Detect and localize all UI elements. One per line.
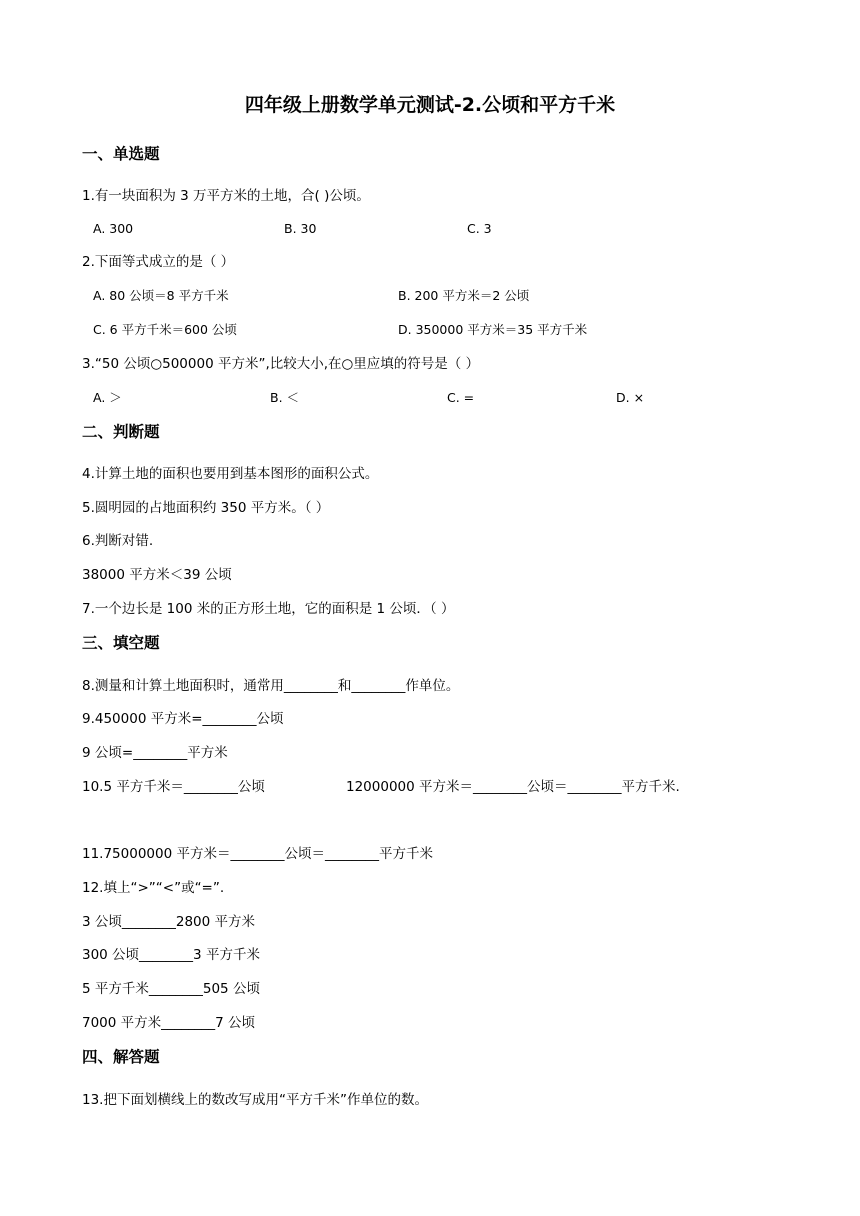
question-12-line-3: 5 平方千米________505 公顷	[82, 981, 260, 997]
question-2-option-a: A. 80 公顷＝8 平方千米	[93, 288, 229, 303]
question-10-part-1: 10.5 平方千米＝________公顷	[82, 779, 265, 795]
question-3-option-d: D. ×	[616, 390, 645, 405]
question-6-stem: 6.判断对错.	[82, 533, 154, 549]
question-8: 8.测量和计算土地面积时，通常用________和________作单位。	[82, 678, 460, 694]
question-3-option-a: A. ＞	[93, 390, 122, 405]
section-heading-fill-blank: 三、填空题	[82, 634, 160, 652]
question-1-option-c: C. 3	[467, 221, 492, 236]
question-9-line-2: 9 公顷=________平方米	[82, 745, 228, 761]
question-12-line-4: 7000 平方米________7 公顷	[82, 1015, 256, 1031]
question-3-option-c: C. =	[447, 390, 475, 405]
question-2-option-c: C. 6 平方千米＝600 公顷	[93, 322, 237, 337]
question-10-part-2: 12000000 平方米＝________公顷＝________平方千米.	[346, 779, 680, 795]
question-2-stem: 2.下面等式成立的是（ ）	[82, 254, 235, 270]
question-3-stem: 3.“50 公顷○500000 平方米”,比较大小,在○里应填的符号是（ ）	[82, 356, 480, 372]
section-heading-single-choice: 一、单选题	[82, 145, 160, 163]
question-9-line-1: 9.450000 平方米=________公顷	[82, 711, 284, 727]
question-1-option-a: A. 300	[93, 221, 134, 236]
question-12-line-2: 300 公顷________3 平方千米	[82, 947, 260, 963]
question-3-option-b: B. ＜	[270, 390, 300, 405]
question-12-line-1: 3 公顷________2800 平方米	[82, 914, 256, 930]
question-4: 4.计算土地的面积也要用到基本图形的面积公式。	[82, 466, 379, 482]
question-13: 13.把下面划横线上的数改写成用“平方千米”作单位的数。	[82, 1092, 428, 1108]
question-5: 5.圆明园的占地面积约 350 平方米。（ ）	[82, 500, 330, 516]
question-11: 11.75000000 平方米＝________公顷＝________平方千米	[82, 846, 433, 862]
question-2-option-b: B. 200 平方米＝2 公顷	[398, 288, 530, 303]
section-heading-solve: 四、解答题	[82, 1048, 160, 1066]
question-12-stem: 12.填上“>”“<”或“=”.	[82, 880, 225, 896]
question-1-option-b: B. 30	[284, 221, 317, 236]
question-6-statement: 38000 平方米＜39 公顷	[82, 567, 232, 583]
question-1-stem: 1.有一块面积为 3 万平方米的土地，合( )公顷。	[82, 188, 370, 204]
question-7: 7.一个边长是 100 米的正方形土地，它的面积是 1 公顷．（ ）	[82, 601, 455, 617]
question-2-option-d: D. 350000 平方米＝35 平方千米	[398, 322, 588, 337]
section-heading-true-false: 二、判断题	[82, 423, 160, 441]
page-title: 四年级上册数学单元测试-2.公顷和平方千米	[244, 94, 616, 116]
